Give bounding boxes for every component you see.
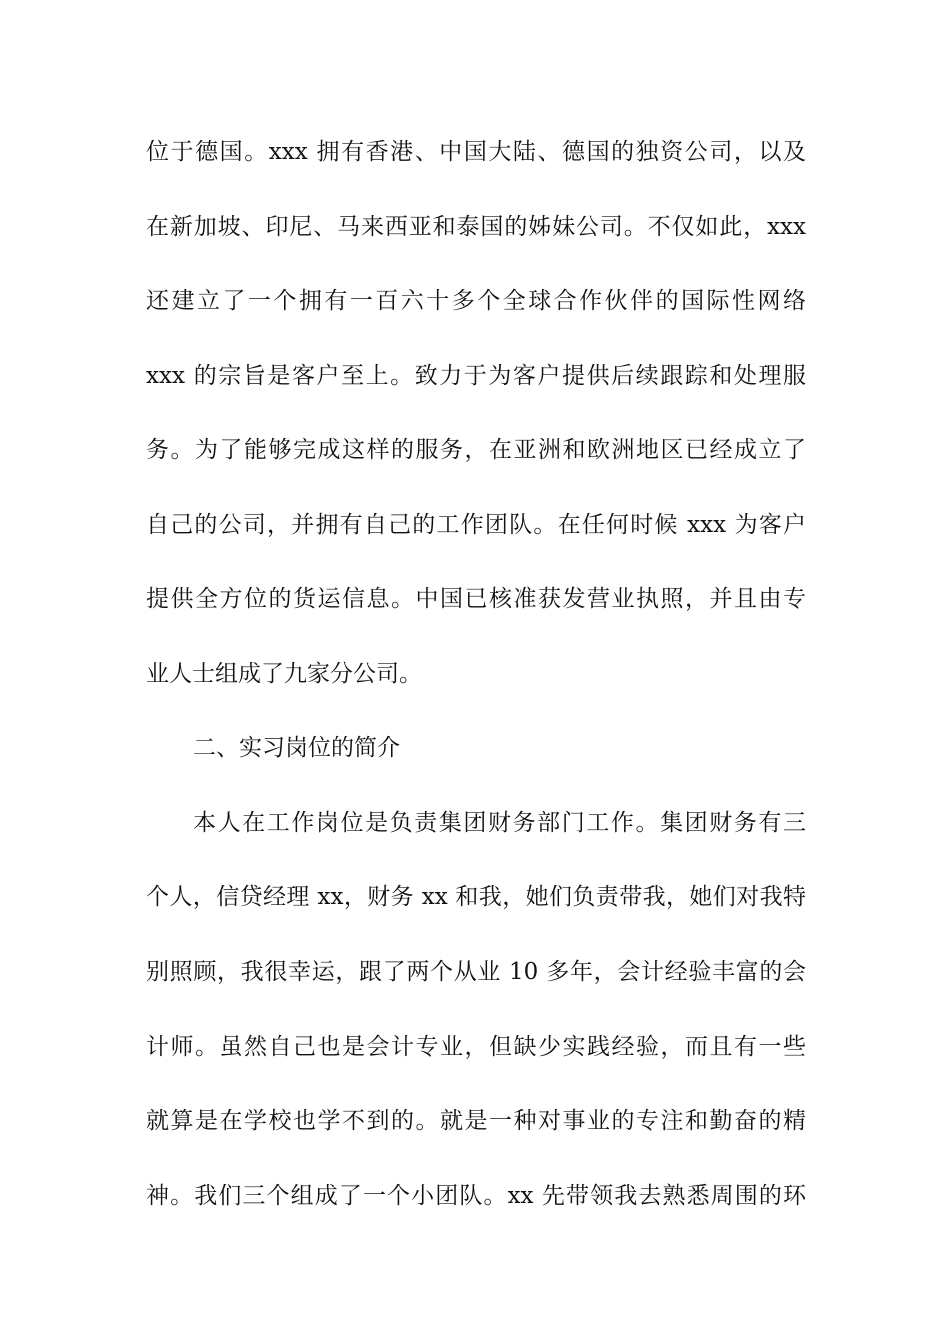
paragraph-line: 业人士组成了九家分公司。	[146, 661, 422, 687]
paragraph-line: 提供全方位的货运信息。中国已核准获发营业执照，并且由专	[146, 586, 806, 612]
paragraph-line: 位于德国。xxx 拥有香港、中国大陆、德国的独资公司，以及	[146, 139, 806, 165]
paragraph-line: 本人在工作岗位是负责集团财务部门工作。集团财务有三	[193, 810, 806, 836]
paragraph-line: xxx 的宗旨是客户至上。致力于为客户提供后续跟踪和处理服	[146, 363, 806, 389]
paragraph-line: 自己的公司，并拥有自己的工作团队。在任何时候 xxx 为客户	[146, 512, 806, 538]
paragraph-line: 神。我们三个组成了一个小团队。xx 先带领我去熟悉周围的环	[146, 1183, 806, 1209]
paragraph-line: 在新加坡、印尼、马来西亚和泰国的姊妹公司。不仅如此，xxx	[146, 214, 806, 240]
paragraph-line: 计师。虽然自己也是会计专业，但缺少实践经验，而且有一些	[146, 1034, 806, 1060]
paragraph-line: 别照顾，我很幸运，跟了两个从业 10 多年，会计经验丰富的会	[146, 959, 806, 985]
paragraph-line: 就算是在学校也学不到的。就是一种对事业的专注和勤奋的精	[146, 1108, 806, 1134]
paragraph-line: 务。为了能够完成这样的服务，在亚洲和欧洲地区已经成立了	[146, 437, 806, 463]
section-heading: 二、实习岗位的简介	[193, 735, 400, 761]
paragraph-line: 还建立了一个拥有一百六十多个全球合作伙伴的国际性网络	[146, 288, 806, 314]
paragraph-line: 个人，信贷经理 xx，财务 xx 和我，她们负责带我，她们对我特	[146, 884, 806, 910]
